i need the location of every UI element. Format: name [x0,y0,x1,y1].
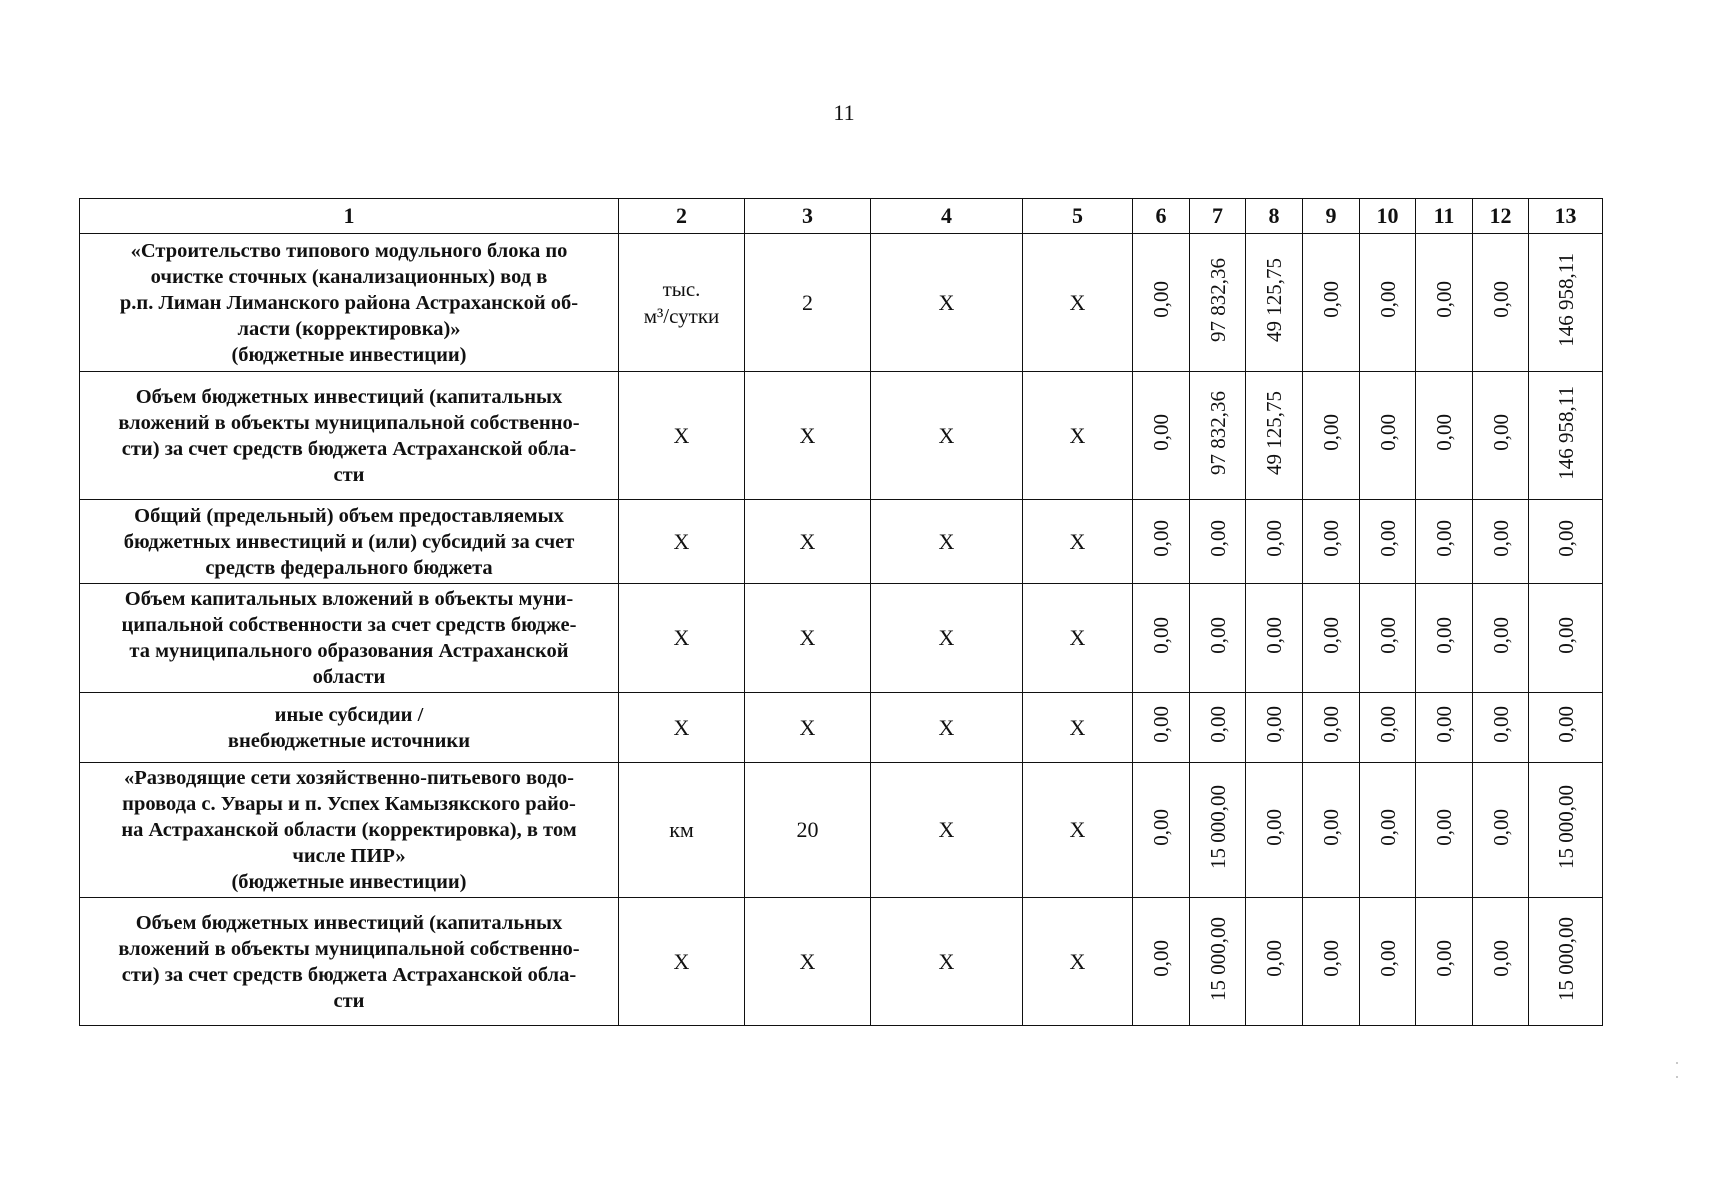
capacity-cell [745,898,871,1026]
capacity-cell [745,584,871,693]
value-text: 0,00 [1149,940,1173,977]
value-text: 0,00 [1149,706,1173,743]
value-cell [1190,372,1246,500]
value-text: 0,00 [1375,808,1400,846]
table-row [80,372,1603,500]
capacity-cell [745,234,871,372]
table-row [80,898,1603,1026]
value-text: 0,00 [1375,616,1400,654]
value-cell [1190,500,1246,584]
value-cell [1303,898,1360,1026]
col-header: 1 [80,199,619,234]
description-line: р.п. Лиман Лиманского района Астраханской об- [119,291,579,314]
page-number: 11 [833,100,855,125]
value-text: 15 000,00 [1553,916,1578,1001]
col-header: 8 [1246,199,1303,234]
cell-col5-value: Х [1069,422,1086,448]
cell-col4 [871,234,1023,372]
table-row [80,693,1603,763]
table-row [80,584,1603,693]
cell-col5 [1023,898,1133,1026]
value-text: 0,00 [1375,281,1400,318]
description-line: Объем бюджетных инвестиций (капитальных [135,911,563,934]
value-text: 0,00 [1488,706,1513,743]
value-cell [1246,500,1303,584]
value-text: 0,00 [1375,940,1400,977]
cell-col4-value: Х [938,948,955,974]
value-cell [1303,234,1360,372]
unit-cell [619,500,745,584]
description-line: сти) за счет средств бюджета Астраханской обла- [121,437,577,460]
value-text: 0,00 [1149,616,1173,654]
description-line: иные субсидии / [274,703,424,726]
value-cell [1529,372,1603,500]
cell-col4 [871,763,1023,898]
value-cell [1360,500,1416,584]
value-cell [1360,763,1416,898]
value-text: 146 958,11 [1553,385,1578,480]
description-line: ласти (корректировка)» [237,317,461,340]
value-text: 0,00 [1319,281,1343,318]
description-line: Общий (предельный) объем предоставляемых [134,504,564,527]
value-text: 0,00 [1262,520,1286,557]
description-line: (бюджетные инвестиции) [231,871,467,893]
row-description [80,693,619,763]
value-cell [1133,234,1190,372]
value-text: 0,00 [1205,616,1230,654]
value-text: 0,00 [1319,808,1343,846]
description-line: «Строительство типового модульного блока по [130,239,568,262]
capacity-value: Х [799,422,816,448]
description-line: очистке сточных (канализационных) вод в [150,265,548,288]
value-text: 0,00 [1432,414,1456,451]
description-line: области [312,666,386,688]
table-row [80,763,1603,898]
value-text: 97 832,36 [1205,257,1230,342]
value-text: 0,00 [1205,706,1230,743]
value-cell [1473,763,1529,898]
value-cell [1416,898,1473,1026]
value-cell [1529,584,1603,693]
value-cell [1473,500,1529,584]
unit-value: Х [673,528,690,554]
value-text: 0,00 [1432,808,1456,846]
cell-col4-value: Х [938,817,955,842]
capacity-cell [745,372,871,500]
cell-col5 [1023,500,1133,584]
value-text: 0,00 [1488,808,1513,846]
capacity-value: Х [799,625,816,650]
value-text: 0,00 [1149,414,1173,451]
table-row [80,500,1603,584]
value-cell [1416,763,1473,898]
row-description [80,898,619,1026]
unit-cell [619,898,745,1026]
description-line: Объем капитальных вложений в объекты муни- [124,588,574,610]
cell-col4 [871,372,1023,500]
description-line: внебюджетные источники [227,729,471,752]
value-text: 0,00 [1488,940,1513,977]
value-cell [1303,584,1360,693]
description-line: средств федерального бюджета [205,556,493,579]
value-text: 146 958,11 [1553,252,1578,347]
col-header: 5 [1023,199,1133,234]
value-text: 0,00 [1262,616,1286,654]
value-cell [1360,372,1416,500]
col-header: 12 [1473,199,1529,234]
value-cell [1416,500,1473,584]
cell-col4-value: Х [938,528,955,554]
value-text: 0,00 [1553,706,1578,743]
description-line: провода с. Увары и п. Успех Камызякского райо- [122,793,576,815]
value-text: 0,00 [1319,520,1343,557]
cell-col5 [1023,372,1133,500]
cell-col4-value: Х [938,422,955,448]
value-cell [1246,372,1303,500]
value-text: 0,00 [1375,520,1400,557]
value-cell [1246,763,1303,898]
scan-mark [1676,1062,1678,1064]
col-header: 7 [1190,199,1246,234]
value-text: 0,00 [1488,414,1513,451]
description-line: та муниципального образования Астраханской [129,640,569,662]
value-cell [1190,763,1246,898]
value-cell [1473,234,1529,372]
capacity-cell [745,763,871,898]
value-cell [1529,234,1603,372]
row-description [80,372,619,500]
value-text: 0,00 [1488,281,1513,318]
value-cell [1133,584,1190,693]
row-description [80,500,619,584]
value-cell [1473,693,1529,763]
value-cell [1303,372,1360,500]
description-line: на Астраханской области (корректировка), в том [121,819,577,841]
value-cell [1190,693,1246,763]
description-line: вложений в объекты муниципальной собственно- [118,411,580,434]
value-cell [1133,693,1190,763]
value-text: 15 000,00 [1205,785,1230,869]
description-line: сти [333,989,365,1012]
row-description [80,584,619,693]
cell-col5 [1023,763,1133,898]
value-cell [1416,372,1473,500]
unit-cell [619,693,745,763]
cell-col5 [1023,584,1133,693]
col-header: 13 [1529,199,1603,234]
value-cell [1473,584,1529,693]
value-text: 15 000,00 [1205,916,1230,1001]
value-text: 0,00 [1319,706,1343,743]
unit-value: Х [673,422,690,448]
value-cell [1133,898,1190,1026]
value-text: 0,00 [1375,706,1400,743]
cell-col5-value: Х [1069,289,1086,315]
description-line: вложений в объекты муниципальной собственно- [118,937,580,960]
cell-col5-value: Х [1069,948,1086,974]
value-cell [1416,693,1473,763]
value-text: 0,00 [1262,808,1286,846]
value-cell [1246,234,1303,372]
value-cell [1529,500,1603,584]
value-cell [1360,584,1416,693]
cell-col5 [1023,234,1133,372]
value-cell [1360,898,1416,1026]
value-text: 0,00 [1488,616,1513,654]
value-text: 15 000,00 [1553,785,1578,869]
value-cell [1303,693,1360,763]
col-header: 9 [1303,199,1360,234]
row-description [80,234,619,372]
value-text: 0,00 [1319,616,1343,654]
scan-mark [1676,1076,1678,1078]
investment-table [79,198,1603,1026]
value-text: 0,00 [1319,940,1343,977]
value-cell [1360,234,1416,372]
unit-value: Х [673,948,690,974]
value-text: 0,00 [1375,414,1400,451]
table-row [80,234,1603,372]
value-text: 0,00 [1432,706,1456,743]
value-cell [1246,584,1303,693]
value-cell [1133,763,1190,898]
value-cell [1133,372,1190,500]
unit-cell [619,584,745,693]
col-header: 6 [1133,199,1190,234]
col-header: 3 [745,199,871,234]
value-cell [1473,372,1529,500]
value-cell [1529,693,1603,763]
description-line: числе ПИР» [292,845,406,867]
value-cell [1360,693,1416,763]
value-text: 0,00 [1149,281,1173,318]
value-text: 0,00 [1205,520,1230,557]
value-cell [1303,500,1360,584]
value-text: 0,00 [1432,520,1456,557]
col-header: 11 [1416,199,1473,234]
value-text: 0,00 [1262,706,1286,743]
value-cell [1529,898,1603,1026]
description-line: бюджетных инвестиций и (или) субсидий за счет [123,530,575,553]
value-cell [1473,898,1529,1026]
cell-col4-value: Х [938,714,955,740]
unit-cell [619,234,745,372]
description-line: Объем бюджетных инвестиций (капитальных [135,385,563,408]
unit-line: м³/сутки [643,303,720,328]
capacity-value: 20 [796,817,819,842]
value-cell [1190,898,1246,1026]
value-text: 49 125,75 [1262,257,1286,342]
value-cell [1303,763,1360,898]
description-line: (бюджетные инвестиции) [231,343,467,366]
cell-col4 [871,693,1023,763]
cell-col4-value: Х [938,289,955,315]
capacity-value: Х [799,528,816,554]
cell-col5-value: Х [1069,528,1086,554]
cell-col5 [1023,693,1133,763]
capacity-value: Х [799,948,816,974]
cell-col5-value: Х [1069,625,1086,650]
col-header: 2 [619,199,745,234]
value-text: 0,00 [1432,616,1456,654]
cell-col5-value: Х [1069,817,1086,842]
value-cell [1190,234,1246,372]
value-text: 0,00 [1149,808,1173,846]
unit-value: км [669,817,694,842]
col-header: 4 [871,199,1023,234]
value-text: 0,00 [1262,940,1286,977]
value-cell [1529,763,1603,898]
description-line: сти) за счет средств бюджета Астраханской обла- [121,963,577,986]
value-text: 0,00 [1432,940,1456,977]
value-text: 0,00 [1488,520,1513,557]
value-text: 0,00 [1553,520,1578,557]
description-line: ципальной собственности за счет средств бюдже- [121,614,577,636]
capacity-cell [745,500,871,584]
value-cell [1190,584,1246,693]
cell-col4 [871,584,1023,693]
unit-cell [619,372,745,500]
cell-col4 [871,500,1023,584]
capacity-value: Х [799,714,816,740]
unit-line: тыс. [662,276,701,301]
value-cell [1416,234,1473,372]
header-row [80,199,1603,234]
capacity-value: 2 [802,289,813,315]
cell-col4 [871,898,1023,1026]
value-text: 0,00 [1432,281,1456,318]
capacity-cell [745,693,871,763]
value-text: 0,00 [1149,520,1173,557]
value-cell [1246,693,1303,763]
value-cell [1246,898,1303,1026]
col-header: 10 [1360,199,1416,234]
unit-value: Х [673,625,690,650]
unit-value: Х [673,714,690,740]
row-description [80,763,619,898]
cell-col4-value: Х [938,625,955,650]
value-text: 0,00 [1319,414,1343,451]
value-cell [1416,584,1473,693]
description-line: «Разводящие сети хозяйственно-питьевого водо- [123,767,575,789]
value-cell [1133,500,1190,584]
value-text: 97 832,36 [1205,390,1230,475]
unit-cell [619,763,745,898]
value-text: 49 125,75 [1262,390,1286,475]
cell-col5-value: Х [1069,714,1086,740]
description-line: сти [333,463,365,486]
value-text: 0,00 [1553,616,1578,654]
